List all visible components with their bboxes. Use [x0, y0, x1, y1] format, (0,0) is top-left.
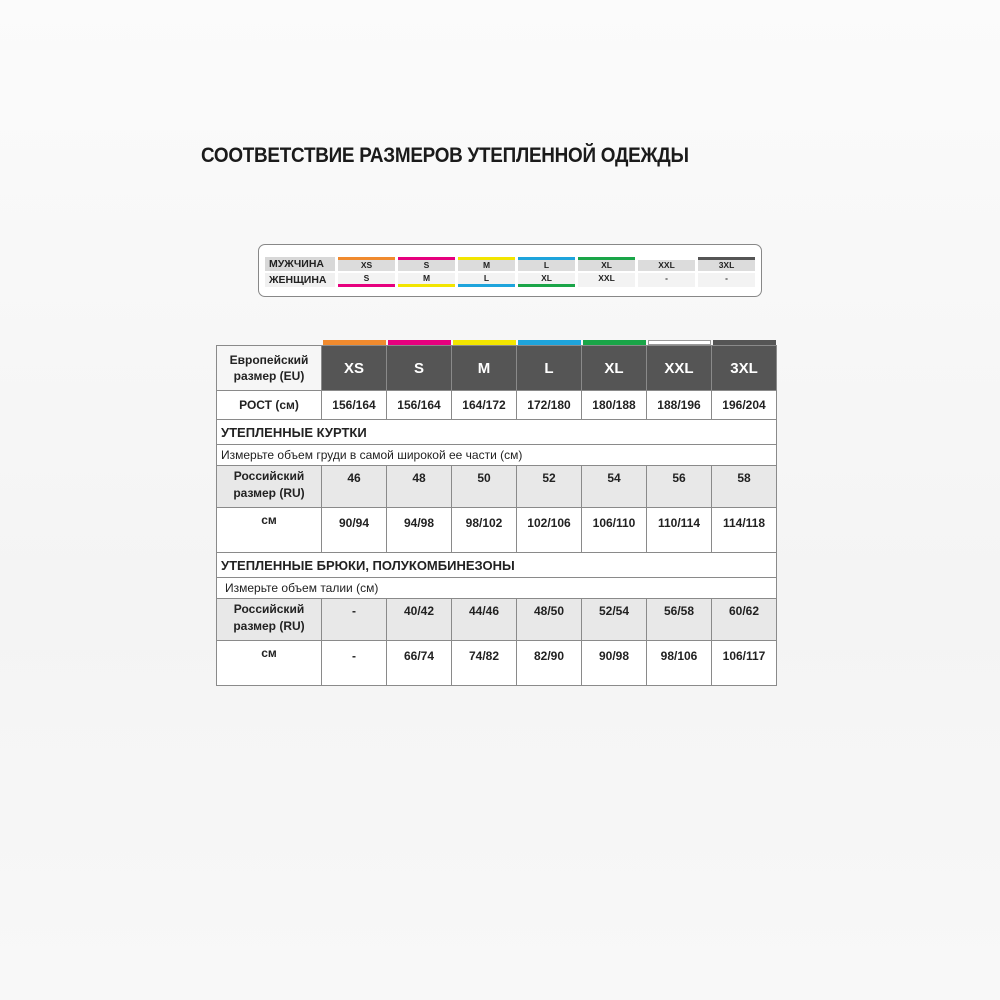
ru-size-cell: 60/62 [712, 599, 777, 641]
height-row [217, 391, 777, 420]
eu-size-cell: XS [322, 346, 387, 391]
cm-cell: 74/82 [452, 641, 517, 686]
eu-size-cell: 3XL [712, 346, 777, 391]
cm-cell: 98/106 [647, 641, 712, 686]
ru-size-cell: 44/46 [452, 599, 517, 641]
ru-label-line1: Российский [233, 602, 305, 616]
cm-label: см [217, 508, 322, 553]
size-table [216, 339, 777, 686]
ru-label-line2: размер (RU) [233, 619, 305, 633]
height-cell: 156/164 [387, 391, 452, 420]
cm-cell: 94/98 [387, 508, 452, 553]
cm-cell: 106/117 [712, 641, 777, 686]
size-color-bar [323, 340, 386, 345]
eu-size-cell: M [452, 346, 517, 391]
size-color-bar [713, 340, 776, 345]
ru-size-cell: 52 [517, 466, 582, 508]
eu-size-row [217, 346, 777, 391]
eu-label-line1: Европейский [229, 353, 309, 367]
height-cell: 164/172 [452, 391, 517, 420]
women-size-cell: L [458, 273, 515, 287]
cm-cell: 90/94 [322, 508, 387, 553]
cm-cell: 114/118 [712, 508, 777, 553]
cm-cell: 102/106 [517, 508, 582, 553]
men-size-cell: XS [338, 257, 395, 271]
women-size-cell: - [638, 273, 695, 287]
eu-size-cell: XXL [647, 346, 712, 391]
pants-subtitle-row [217, 578, 777, 599]
men-label: МУЖЧИНА [265, 257, 335, 271]
cm-label: см [217, 641, 322, 686]
size-color-bar [648, 340, 711, 345]
size-color-bar [518, 340, 581, 345]
women-size-cell: XXL [578, 273, 635, 287]
pants-cm-row [217, 641, 777, 686]
ru-size-cell: 40/42 [387, 599, 452, 641]
cm-cell: 66/74 [387, 641, 452, 686]
ru-label-line2: размер (RU) [233, 486, 305, 500]
eu-size-cell: XL [582, 346, 647, 391]
pants-section-subtitle: Измерьте объем талии (см) [217, 578, 777, 599]
page-title: СООТВЕТСТВИЕ РАЗМЕРОВ УТЕПЛЕННОЙ ОДЕЖДЫ [201, 144, 689, 167]
cm-cell: 82/90 [517, 641, 582, 686]
ru-size-label [217, 599, 322, 641]
height-cell: 156/164 [322, 391, 387, 420]
jackets-subtitle-row [217, 445, 777, 466]
eu-label-line2: размер (EU) [233, 369, 305, 383]
cm-cell: 90/98 [582, 641, 647, 686]
ru-size-cell: 48 [387, 466, 452, 508]
height-cell: 188/196 [647, 391, 712, 420]
height-cell: 172/180 [517, 391, 582, 420]
ru-label-line1: Российский [233, 469, 305, 483]
women-size-cell: - [698, 273, 755, 287]
pants-title-row [217, 553, 777, 578]
cm-cell: 98/102 [452, 508, 517, 553]
cm-cell: 110/114 [647, 508, 712, 553]
cm-cell: - [322, 641, 387, 686]
men-size-cell: XL [578, 257, 635, 271]
ru-size-cell: 58 [712, 466, 777, 508]
women-size-cell: M [398, 273, 455, 287]
women-size-cell: XL [518, 273, 575, 287]
jackets-ru-row [217, 466, 777, 508]
men-size-cell: S [398, 257, 455, 271]
height-cell: 180/188 [582, 391, 647, 420]
size-color-bar [583, 340, 646, 345]
jackets-cm-row [217, 508, 777, 553]
height-cell: 196/204 [712, 391, 777, 420]
ru-size-cell: 54 [582, 466, 647, 508]
men-size-cell: XXL [638, 257, 695, 271]
eu-size-cell: L [517, 346, 582, 391]
eu-size-cell: S [387, 346, 452, 391]
women-label: ЖЕНЩИНА [265, 273, 335, 287]
height-label: РОСТ (см) [217, 391, 322, 420]
size-color-bar [388, 340, 451, 345]
women-size-cell: S [338, 273, 395, 287]
cm-cell: 106/110 [582, 508, 647, 553]
ru-size-label [217, 466, 322, 508]
men-size-cell: 3XL [698, 257, 755, 271]
size-color-bar [453, 340, 516, 345]
jackets-title-row [217, 420, 777, 445]
ru-size-cell: - [322, 599, 387, 641]
jackets-section-subtitle: Измерьте объем груди в самой широкой ее части (см) [217, 445, 777, 466]
men-size-cell: L [518, 257, 575, 271]
men-size-cell: M [458, 257, 515, 271]
ru-size-cell: 48/50 [517, 599, 582, 641]
ru-size-cell: 50 [452, 466, 517, 508]
pants-ru-row [217, 599, 777, 641]
eu-size-label [217, 346, 322, 391]
jackets-section-title: УТЕПЛЕННЫЕ КУРТКИ [217, 420, 777, 445]
ru-size-cell: 46 [322, 466, 387, 508]
ru-size-cell: 56/58 [647, 599, 712, 641]
men-size-row [265, 257, 755, 271]
ru-size-cell: 52/54 [582, 599, 647, 641]
women-size-row [265, 273, 755, 287]
ru-size-cell: 56 [647, 466, 712, 508]
pants-section-title: УТЕПЛЕННЫЕ БРЮКИ, ПОЛУКОМБИНЕЗОНЫ [217, 553, 777, 578]
